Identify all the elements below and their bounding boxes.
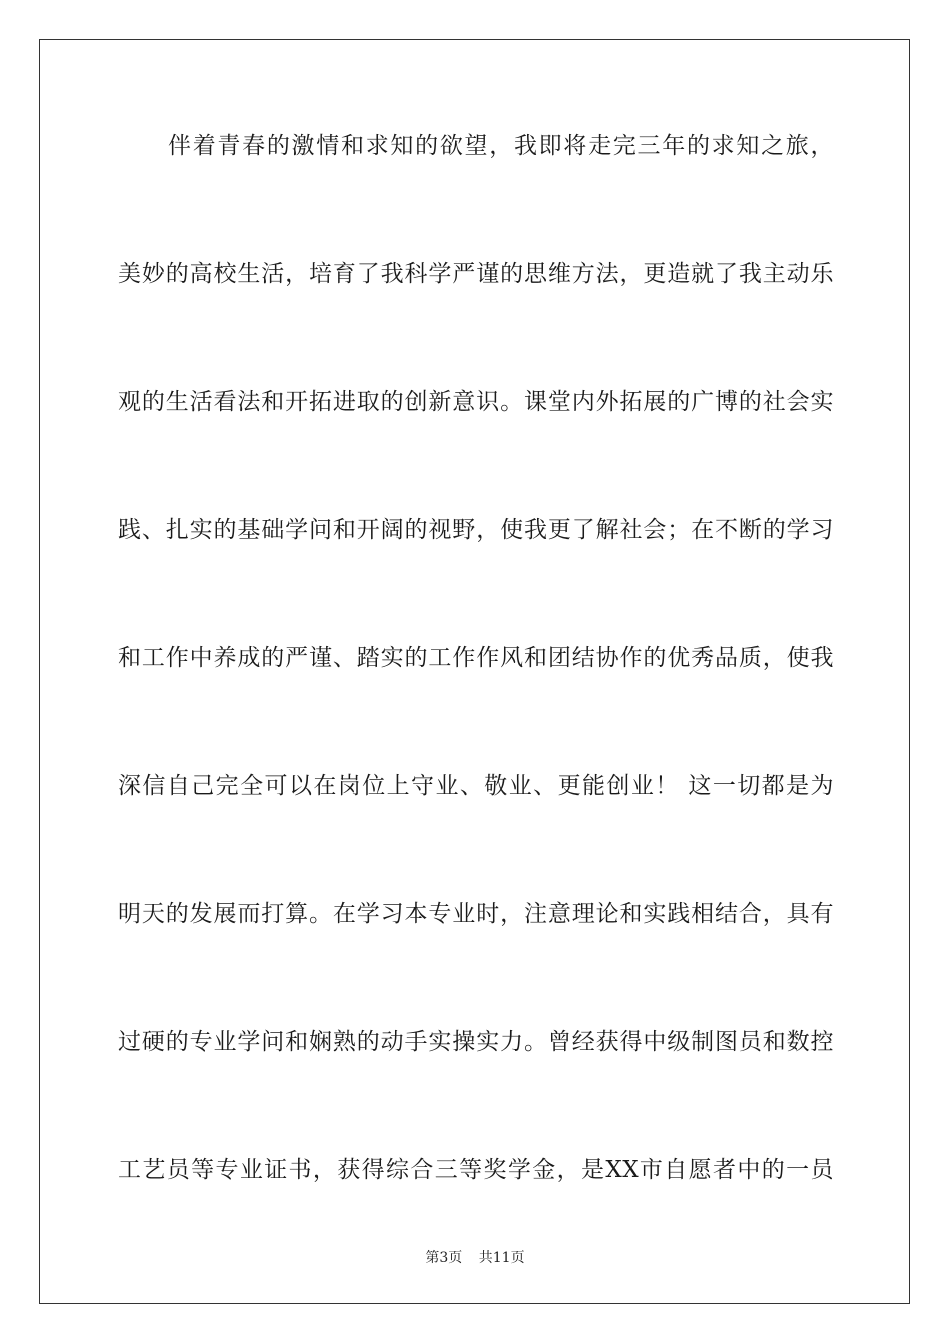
page-number: 第3页 (425, 1250, 463, 1266)
paragraph-line-7: 明天的发展而打算。在学习本专业时，注意理论和实践相结合，具有 (118, 901, 834, 927)
paragraph-line-8: 过硬的专业学问和娴熟的动手实操实力。曾经获得中级制图员和数控 (118, 1029, 834, 1055)
paragraph-line-2: 美妙的高校生活，培育了我科学严谨的思维方法，更造就了我主动乐 (118, 261, 834, 287)
paragraph-line-6: 深信自己完全可以在岗位上守业、敬业、更能创业！ 这一切都是为 (118, 773, 834, 799)
paragraph-line-1: 伴着青春的激情和求知的欲望，我即将走完三年的求知之旅， (168, 133, 834, 159)
page-total: 共11页 (478, 1250, 525, 1266)
paragraph-line-4: 践、扎实的基础学问和开阔的视野，使我更了解社会；在不断的学习 (118, 517, 834, 543)
document-body (118, 126, 834, 1278)
paragraph-line-9: 工艺员等专业证书，获得综合三等奖学金，是XX市自愿者中的一员 (118, 1157, 834, 1183)
paragraph-line-3: 观的生活看法和开拓进取的创新意识。课堂内外拓展的广博的社会实 (118, 389, 834, 415)
page-footer (0, 1247, 950, 1267)
paragraph-line-5: 和工作中养成的严谨、踏实的工作作风和团结协作的优秀品质，使我 (118, 645, 834, 671)
